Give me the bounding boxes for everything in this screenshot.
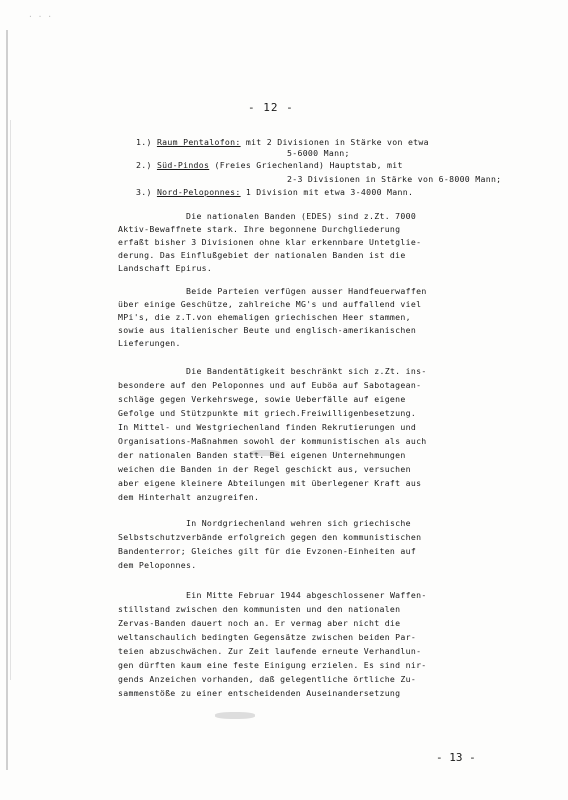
region-number: 2.): [136, 160, 152, 170]
text-line: sowie aus italienischer Beute und englisch-amerikanischen: [118, 325, 417, 335]
scan-edge-shadow-inner: [10, 120, 11, 680]
text-line: gen dürften kaum eine feste Einigung erzielen. Es sind nir-: [118, 660, 427, 670]
text-line: Selbstschutzverbände erfolgreich gegen den kommunistischen: [118, 532, 422, 542]
text-line: MPi's, die z.T.von ehemaligen griechischen Heer stammen,: [118, 312, 411, 322]
text-line: derung. Das Einflußgebiet der nationalen Banden ist die: [118, 250, 406, 260]
faint-header-marks: · · ·: [28, 12, 53, 21]
text-line: aber eigene kleinere Abteilungen mit überlegener Kraft aus: [118, 478, 422, 488]
text-line: Bandenterror; Gleiches gilt für die Evzonen-Einheiten auf: [118, 546, 417, 556]
next-page-marker: - 13 -: [436, 751, 476, 764]
region-item-2-cont: 2-3 Divisionen in Stärke von 6-8000 Mann;: [287, 174, 502, 184]
text-line: schläge gegen Verkehrswege, sowie Ueberfälle auf eigene: [118, 394, 406, 404]
page-number: - 12 -: [248, 101, 294, 114]
text-line: erfaßt bisher 3 Divisionen ohne klar erkennbare Untetglie-: [118, 237, 422, 247]
text-line: Landschaft Epirus.: [118, 263, 213, 273]
text-line: stillstand zwischen den kommunisten und den nationalen: [118, 604, 401, 614]
text-line: dem Peloponnes.: [118, 560, 197, 570]
text-line: Lieferungen.: [118, 338, 181, 348]
region-number: 1.): [136, 137, 152, 147]
text-line: In Nordgriechenland wehren sich griechische: [186, 518, 411, 528]
region-item-3: [136, 187, 413, 198]
text-line: Beide Parteien verfügen ausser Handfeuerwaffen: [186, 286, 427, 296]
text-line: Zervas-Banden dauert noch an. Er vermag aber nicht die: [118, 618, 401, 628]
region-detail: (Freies Griechenland) Hauptstab, mit: [209, 160, 403, 170]
scan-edge-shadow: [6, 30, 8, 770]
text-line: besondere auf den Peloponnes und auf Euböa auf Sabotagean-: [118, 380, 422, 390]
text-line: Die nationalen Banden (EDES) sind z.Zt. 7000: [186, 211, 417, 221]
text-line: teien abzuschwächen. Zur Zeit laufende erneute Verhandlun-: [118, 646, 422, 656]
region-name: Süd-Pindos: [156, 160, 210, 170]
region-item-2: [136, 160, 403, 171]
region-detail: mit 2 Divisionen in Stärke von etwa: [240, 137, 429, 147]
region-number: 3.): [136, 187, 152, 197]
text-line: Die Bandentätigkeit beschränkt sich z.Zt. ins-: [186, 366, 427, 376]
text-line: Gefolge und Stützpunkte mit griech.Freiwilligenbesetzung.: [118, 408, 417, 418]
text-line: sammenstöße zu einer entscheidenden Auseinandersetzung: [118, 688, 401, 698]
text-line: gends Anzeichen vorhanden, daß gelegentliche örtliche Zu-: [118, 674, 417, 684]
text-line: über einige Geschütze, zahlreiche MG's und auffallend viel: [118, 299, 422, 309]
ink-smudge: [215, 712, 255, 719]
text-line: Ein Mitte Februar 1944 abgeschlossener Waffen-: [186, 590, 427, 600]
region-name: Nord-Peloponnes:: [156, 187, 241, 197]
text-line: weltanschaulich bedingten Gegensätze zwischen beiden Par-: [118, 632, 417, 642]
text-line: dem Hinterhalt anzugreifen.: [118, 492, 260, 502]
region-item-1: [136, 137, 429, 148]
region-name: Raum Pentalofon:: [156, 137, 241, 147]
text-line: Organisations-Maßnahmen sowohl der kommunistischen als auch: [118, 436, 427, 446]
text-line: der nationalen Banden statt. Bei eigenen Unternehmungen: [118, 450, 406, 460]
text-line: In Mittel- und Westgriechenland finden Rekrutierungen und: [118, 422, 417, 432]
region-detail: 1 Division mit etwa 3-4000 Mann.: [240, 187, 414, 197]
text-line: Aktiv-Bewaffnete stark. Ihre begonnene Durchgliederung: [118, 224, 401, 234]
text-line: weichen die Banden in der Regel geschickt aus, versuchen: [118, 464, 411, 474]
region-item-1-cont: 5-6000 Mann;: [287, 148, 350, 158]
